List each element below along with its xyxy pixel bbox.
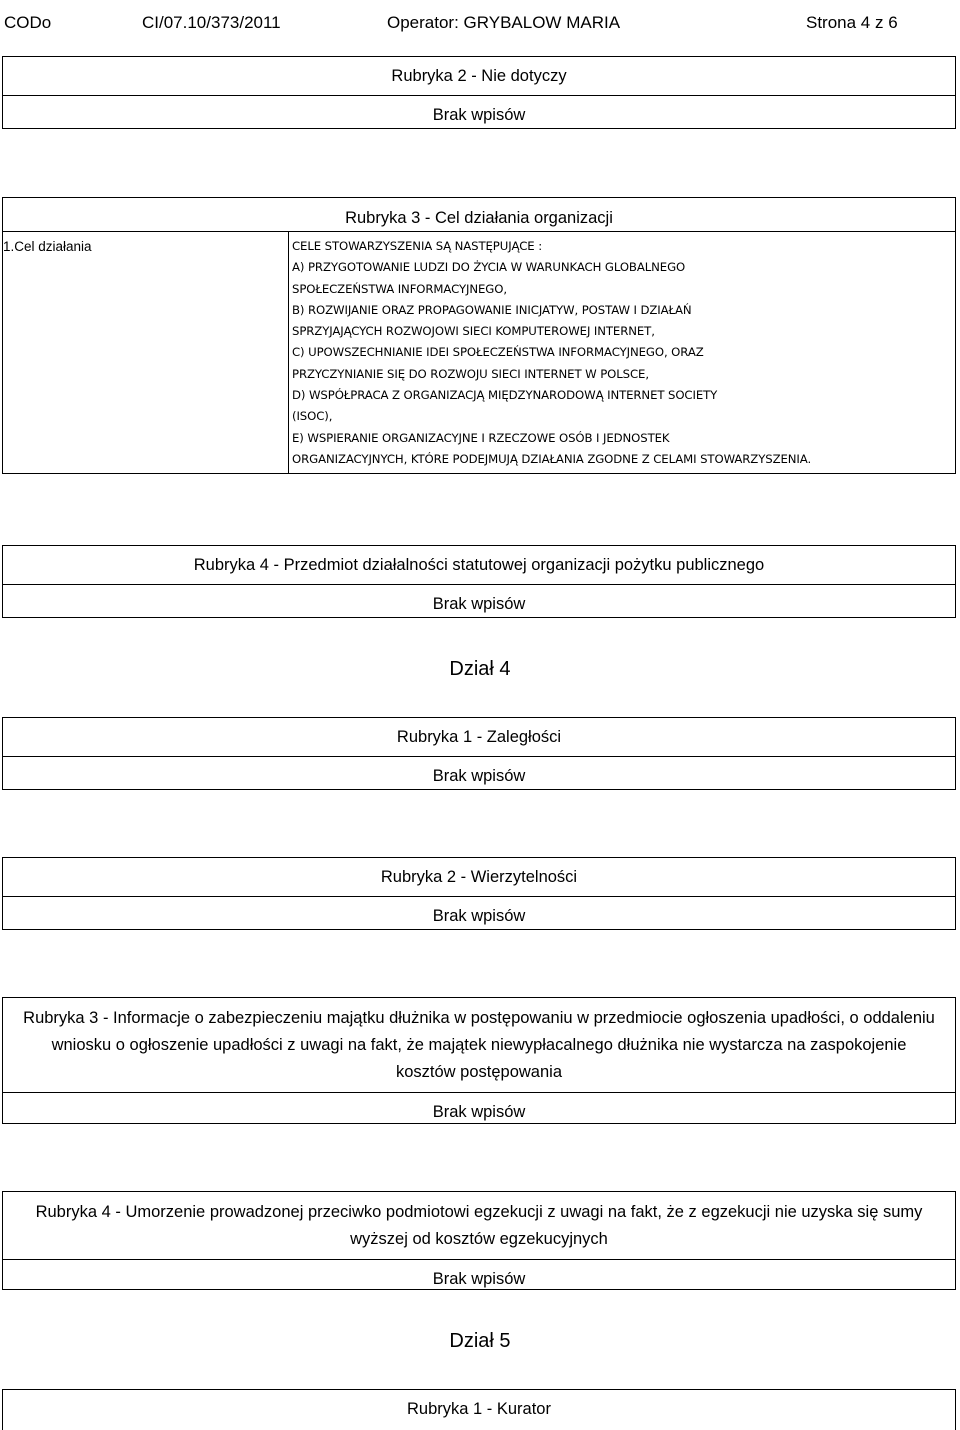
cel-line: CELE STOWARZYSZENIA SĄ NASTĘPUJĄCE :: [292, 239, 543, 253]
dzial-5-heading: Dział 5: [449, 1330, 511, 1352]
section-title: Rubryka 2 - Nie dotyczy: [3, 57, 955, 96]
section-title: Rubryka 1 - Kurator: [407, 1400, 551, 1418]
cel-row: [3, 232, 955, 473]
empty-entry: Brak wpisów: [432, 106, 526, 124]
section-title: Rubryka 3 - Informacje o zabezpieczeniu majątku dłużnika w postępowaniu w przedmiocie ogłoszenia upadłości, o oddaleniu wniosku o ogłoszenie upadłości z uwagi na fakt, że majątek niewypłacalnego dłużnika nie wystarcza na zaspokojenie kosztów postępowania: [3, 998, 955, 1093]
cel-line: (ISOC),: [292, 409, 333, 424]
empty-entry: Brak wpisów: [432, 907, 526, 925]
section-d4-rubryka2: [2, 857, 956, 930]
empty-entry: Brak wpisów: [432, 1270, 526, 1288]
section-rubryka3-cel: [2, 197, 956, 474]
section-d4-rubryka3: [2, 997, 956, 1124]
header-operator: Operator: GRYBALOW MARIA: [387, 13, 621, 32]
section-d4-rubryka4: [2, 1191, 956, 1290]
cel-line: SPRZYJAJĄCYCH ROZWOJOWI SIECI KOMPUTEROWEJ INTERNET,: [292, 324, 655, 339]
empty-entry: Brak wpisów: [432, 1103, 526, 1121]
cel-line: E) WSPIERANIE ORGANIZACYJNE I RZECZOWE OSÓB I JEDNOSTEK: [292, 430, 670, 445]
section-title: Rubryka 2 - Wierzytelności: [3, 858, 955, 897]
cel-line: ORGANIZACYJNYCH, KTÓRE PODEJMUJĄ DZIAŁANIA ZGODNE Z CELAMI STOWARZYSZENIA.: [292, 451, 812, 466]
section-rubryka2-nie-dotyczy: [2, 56, 956, 129]
empty-entry: Brak wpisów: [432, 595, 526, 613]
header-case-number: CI/07.10/373/2011: [142, 13, 281, 32]
cel-line: D) WSPÓŁPRACA Z ORGANIZACJĄ MIĘDZYNARODOWĄ INTERNET SOCIETY: [292, 388, 718, 403]
cel-line: PRZYCZYNIANIE SIĘ DO ROZWOJU SIECI INTERNET W POLSCE,: [292, 366, 649, 381]
cel-line: C) UPOWSZECHNIANIE IDEI SPOŁECZEŃSTWA INFORMACYJNEGO, ORAZ: [292, 345, 704, 360]
header-page-number: Strona 4 z 6: [806, 13, 898, 32]
header-codo: CODo: [4, 13, 52, 32]
cel-line: A) PRZYGOTOWANIE LUDZI DO ŻYCIA W WARUNKACH GLOBALNEGO: [292, 260, 686, 275]
section-title: Rubryka 3 - Cel działania organizacji: [3, 198, 955, 232]
section-title: Rubryka 4 - Przedmiot działalności statutowej organizacji pożytku publicznego: [3, 546, 955, 585]
section-d5-rubryka1: [2, 1389, 956, 1430]
section-rubryka4-przedmiot: [2, 545, 956, 618]
section-title: Rubryka 1 - Zaległości: [3, 718, 955, 757]
cel-label: 1.Cel działania: [3, 232, 289, 473]
dzial-4-heading: Dział 4: [449, 658, 511, 680]
section-d4-rubryka1: [2, 717, 956, 790]
cel-line: SPOŁECZEŃSTWA INFORMACYJNEGO,: [292, 281, 507, 296]
cel-line: B) ROZWIJANIE ORAZ PROPAGOWANIE INICJATYW, POSTAW I DZIAŁAŃ: [292, 302, 692, 317]
cel-content: [289, 232, 955, 473]
empty-entry: Brak wpisów: [432, 767, 526, 785]
section-title: Rubryka 4 - Umorzenie prowadzonej przeciwko podmiotowi egzekucji z uwagi na fakt, że z egzekucji nie uzyska się sumy wyższej od kosztów egzekucyjnych: [3, 1192, 955, 1260]
